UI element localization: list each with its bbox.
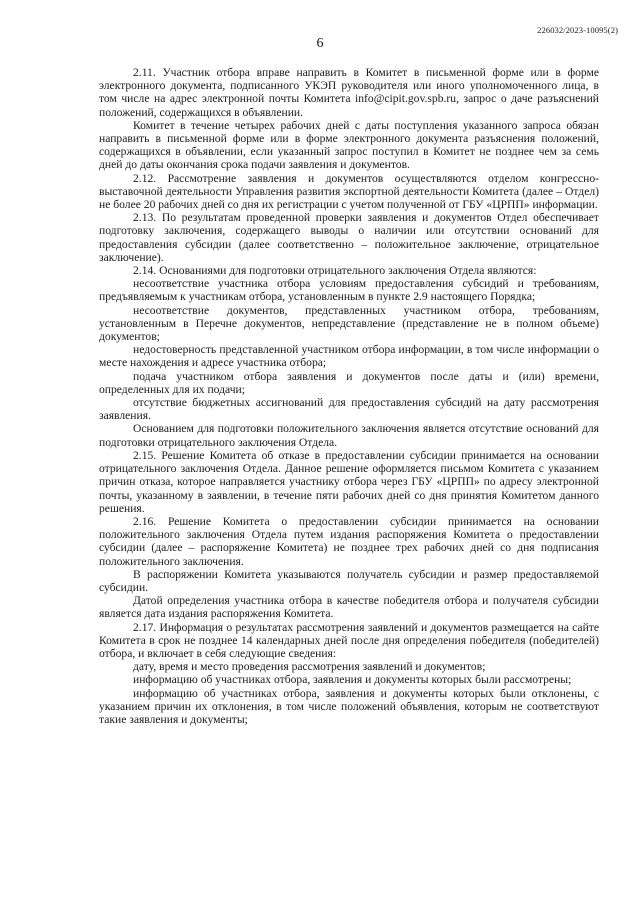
paragraph-2-16: 2.16. Решение Комитета о предоставлении субсидии принимается на основании положительного заключения Отдела путем издания распоряжения Комитета о предоставлении субсидии (далее – распоряжение Комитета) не позднее трех рабочих дней со дня подписания положительного заключения. (99, 514, 599, 568)
page-number: 6 (316, 36, 324, 51)
paragraph-2-11: 2.11. Участник отбора вправе направить в Комитет в письменной форме или в форме электронного документа, подписанного УКЭП руководителя или иного уполномоченного лица, в том числе на адрес электронной почты Комитета info@cipit.gov.spb.ru, запрос о даче разъяснений положений, содержащихся в объявлении. (99, 66, 599, 119)
paragraph-order-contents: В распоряжении Комитета указываются получатель субсидии и размер предоставляемой субсидии. (99, 567, 599, 594)
list-item-reviewed-participants: информацию об участниках отбора, заявления и документы которых были рассмотрены; (133, 673, 572, 687)
list-item-noncompliance-participant: несоответствие участника отбора условиям предоставления субсидий и требованиям, предъявляемым к участникам отбора, установленным в пункте 2.9 настоящего Порядка; (99, 277, 599, 304)
paragraph-positive-conclusion-basis: Основанием для подготовки положительного заключения является отсутствие оснований для подготовки отрицательного заключения Отдела. (99, 422, 599, 449)
list-item-false-information: недостоверность представленной участником отбора информации, в том числе информации о месте нахождения и адресе участника отбора; (99, 343, 599, 370)
paragraph-clarification-deadline: Комитет в течение четырех рабочих дней с даты поступления указанного запроса обязан направить в письменной форме или в форме электронного документа разъяснения положений, содержащихся в объявлении, если указанный запрос поступил в Комитет не позднее чем за семь дней до даты окончания срока подачи заявления и документов. (99, 118, 599, 172)
document-body (99, 66, 599, 726)
list-item-rejected-participants: информацию об участниках отбора, заявления и документы которых были отклонены, с указанием причин их отклонения, в том числе положений объявления, которым не соответствуют такие заявления и документы; (99, 686, 599, 726)
list-item-noncompliance-documents: несоответствие документов, представленных участником отбора, требованиям, установленным в Перечне документов, непредставление (представление не в полном объеме) документов; (99, 303, 599, 344)
paragraph-2-14: 2.14. Основаниями для подготовки отрицательного заключения Отдела являются: (133, 264, 537, 278)
list-item-late-submission: подача участником отбора заявления и документов после даты и (или) времени, определенных для их подачи; (99, 369, 599, 396)
paragraph-2-17: 2.17. Информация о результатах рассмотрения заявлений и документов размещается на сайте Комитета в срок не позднее 14 календарных дней после дня определения победителя (победителей) отбора, и включает в себя следующие сведения: (99, 620, 599, 660)
list-item-date-time-place: дату, время и место проведения рассмотрения заявлений и документов; (133, 660, 486, 674)
document-registration-number: 226032/2023-10095(2) (537, 25, 618, 35)
paragraph-2-12: 2.12. Рассмотрение заявления и документов осуществляются отделом конгрессно-выставочной деятельности Управления развития экспортной деятельности Комитета (далее – Отдел) не более 20 рабочих дней со дня их регистрации с учетом полученной от ГБУ «ЦРПП» информации. (99, 171, 599, 212)
paragraph-winner-date: Датой определения участника отбора в качестве победителя отбора и получателя субсидии является дата издания распоряжения Комитета. (99, 594, 599, 621)
paragraph-2-15: 2.15. Решение Комитета об отказе в предоставлении субсидии принимается на основании отрицательного заключения Отдела. Данное решение оформляется письмом Комитета с указанием причин отказа, которое направляется участнику отбора через ГБУ «ЦРПП» по адресу электронной почты, указанному в заявлении, в течение пяти рабочих дней со дня принятия Комитетом данного решения. (99, 448, 599, 515)
paragraph-2-13: 2.13. По результатам проведенной проверки заявления и документов Отдел обеспечивает подготовку заключения, содержащего выводы о наличии или отсутствии оснований для предоставления субсидии (далее соответственно – положительное заключение, отрицательное заключение). (99, 211, 599, 264)
list-item-no-budget: отсутствие бюджетных ассигнований для предоставления субсидий на дату рассмотрения заявления. (99, 396, 599, 423)
